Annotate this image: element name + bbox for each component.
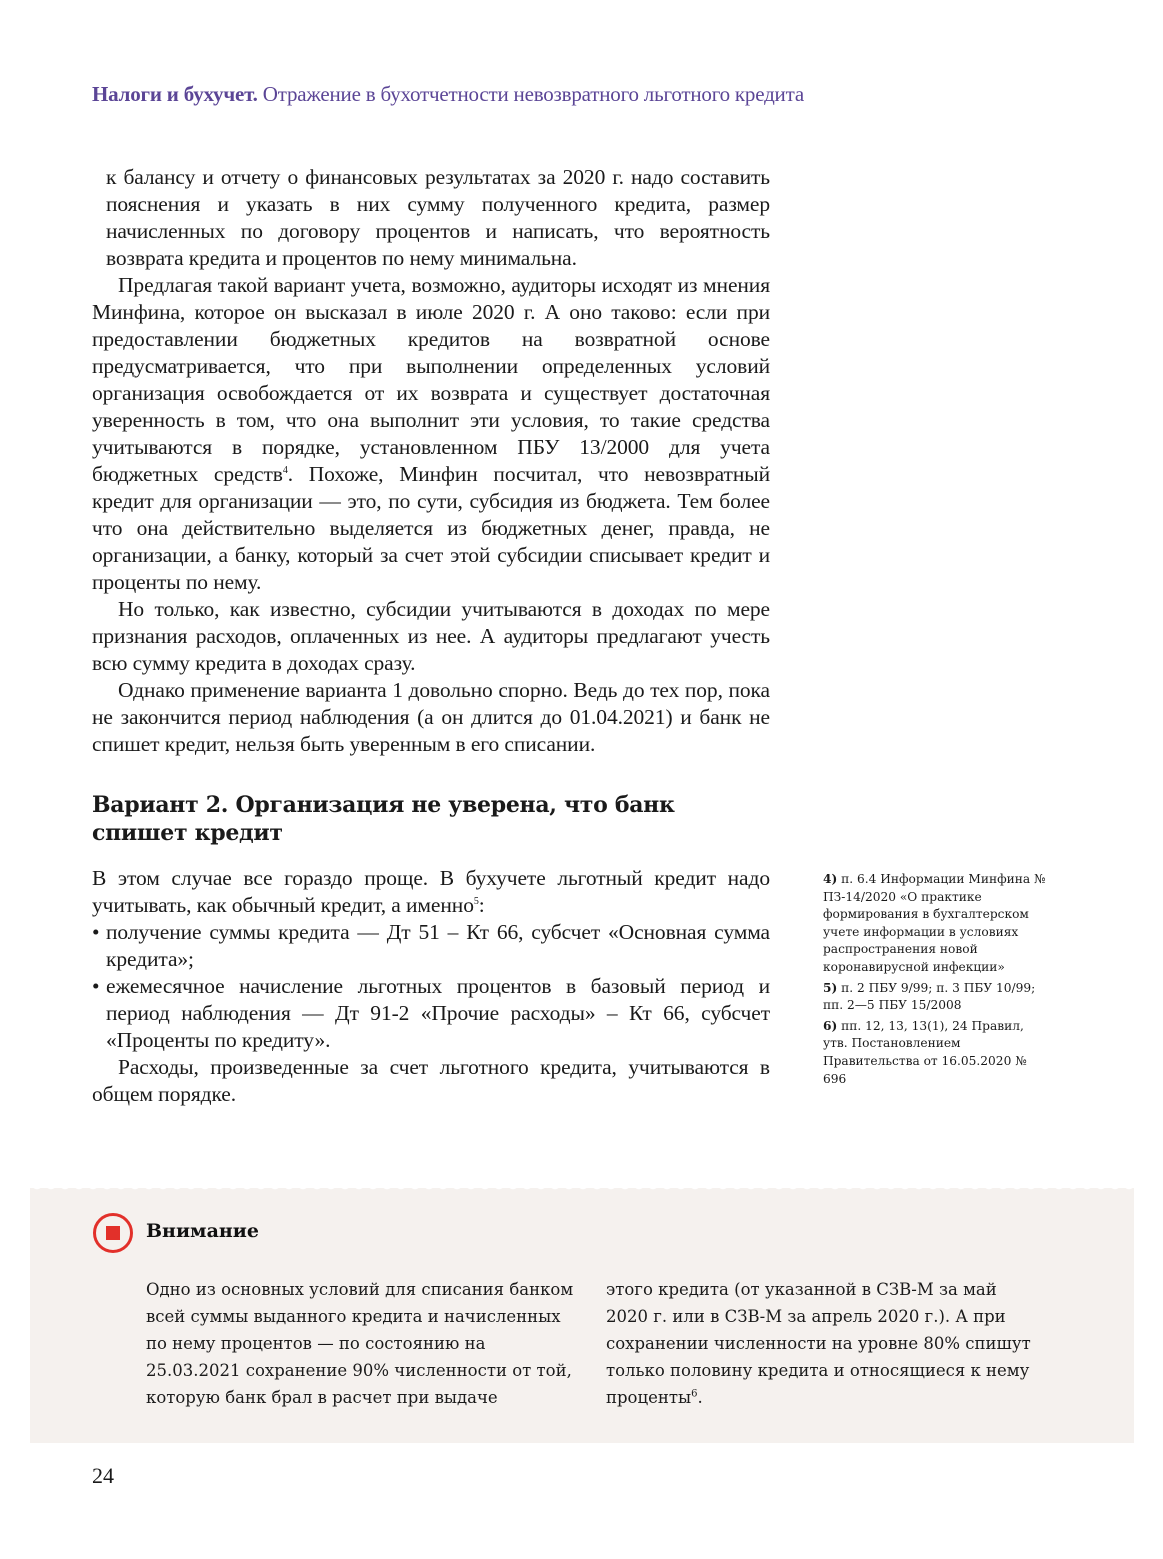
footnote: 5) п. 2 ПБУ 9/99; п. 3 ПБУ 10/99; пп. 2—5 ПБУ 15/2008 <box>823 980 1036 1013</box>
scalloped-edge <box>30 1184 1134 1192</box>
attention-box <box>30 1188 1134 1443</box>
paragraph: Предлагая такой вариант учета, возможно, аудиторы исходят из мнения Минфина, которое он высказал в июле 2020 г. А оно таково: если при предоставлении бюджетных кредитов на возвратной основе предусматривается, что при выполнении определенных условий организация освобождается от их возврата и существует достаточная уверенность в том, что она выполнит эти условия, то такие средства учитываются в порядке, установленном ПБУ 13/2000 для учета бюджетных средств$^4$. Похоже, Минфин посчитал, что невозвратный кредит для организации — это, по сути, субсидия из бюджета. Тем более что она действительно выделяется из бюджетных денег, правда, не организации, а банку, который за счет этой субсидии списывает кредит и проценты по нему. <box>92 273 770 594</box>
section-heading: Вариант 2. Организация не уверена, что банк спишет кредит <box>92 792 675 846</box>
attention-text-left: Одно из основных условий для списания банком всей суммы выданного кредита и начисленных по нему процентов — по состоянию на 25.03.2021 сохранение 90% численности от той, которую банк брал в расчет при выдаче <box>146 1280 574 1407</box>
stop-circle-icon <box>93 1213 133 1253</box>
paragraph: Расходы, произведенные за счет льготного кредита, учитываются в общем порядке. <box>92 1055 770 1106</box>
list-item: • ежемесячное начисление льготных процентов в базовый период и период наблюдения — Дт 91-2 «Прочие расходы» – Кт 66, субсчет «Проценты по кредиту». <box>92 974 770 1052</box>
paragraph: В этом случае все гораздо проще. В бухучете льготный кредит надо учитывать, как обычный кредит, а именно$^5$: <box>92 866 770 917</box>
footnote: 4) п. 6.4 Информации Минфина № ПЗ-14/2020 «О практике формирования в бухгалтерском учете информации в условиях распространения новой коронавирусной инфекции» <box>823 872 1046 974</box>
running-head-section: Налоги и бухучет. <box>92 82 258 106</box>
running-head-title: Отражение в бухотчетности невозвратного льготного кредита <box>262 82 804 106</box>
bullet-icon: • <box>92 974 100 998</box>
footnotes <box>823 871 1048 1091</box>
running-head <box>92 82 804 107</box>
bullet-icon: • <box>92 920 100 944</box>
footnote: 6) пп. 12, 13, 13(1), 24 Правил, утв. Постановлением Правительства от 16.05.2020 № 696 <box>823 1018 1027 1086</box>
bullet-list <box>92 919 770 1054</box>
footnote-ref[interactable]: 5 <box>473 895 479 907</box>
attention-title: Внимание <box>146 1220 259 1242</box>
list-item: • получение суммы кредита — Дт 51 – Кт 66, субсчет «Основная сумма кредита»; <box>92 920 770 971</box>
attention-text-right: этого кредита (от указанной в СЗВ-М за май 2020 г. или в СЗВ-М за апрель 2020 г.). А при сохранении численности на уровне 80% спишут только половину кредита и относящиеся к нему проценты$^6$. <box>606 1280 1031 1407</box>
article-body <box>92 164 770 1108</box>
footnote-ref[interactable]: 6 <box>691 1388 698 1400</box>
paragraph-continuation: к балансу и отчету о финансовых результатах за 2020 г. надо составить пояснения и указать в них сумму полученного кредита, размер начисленных по договору процентов и написать, что вероятность возврата кредита и процентов по нему минимальна. <box>106 165 770 270</box>
paragraph: Однако применение варианта 1 довольно спорно. Ведь до тех пор, пока не закончится период наблюдения (а он длится до 01.04.2021) и банк не спишет кредит, нельзя быть уверенным в его списании. <box>92 678 770 756</box>
page-number: 24 <box>92 1463 114 1488</box>
paragraph: Но только, как известно, субсидии учитываются в доходах по мере признания расходов, оплаченных из нее. А аудиторы предлагают учесть всю сумму кредита в доходах сразу. <box>92 597 770 675</box>
footnote-ref[interactable]: 4 <box>282 464 288 476</box>
